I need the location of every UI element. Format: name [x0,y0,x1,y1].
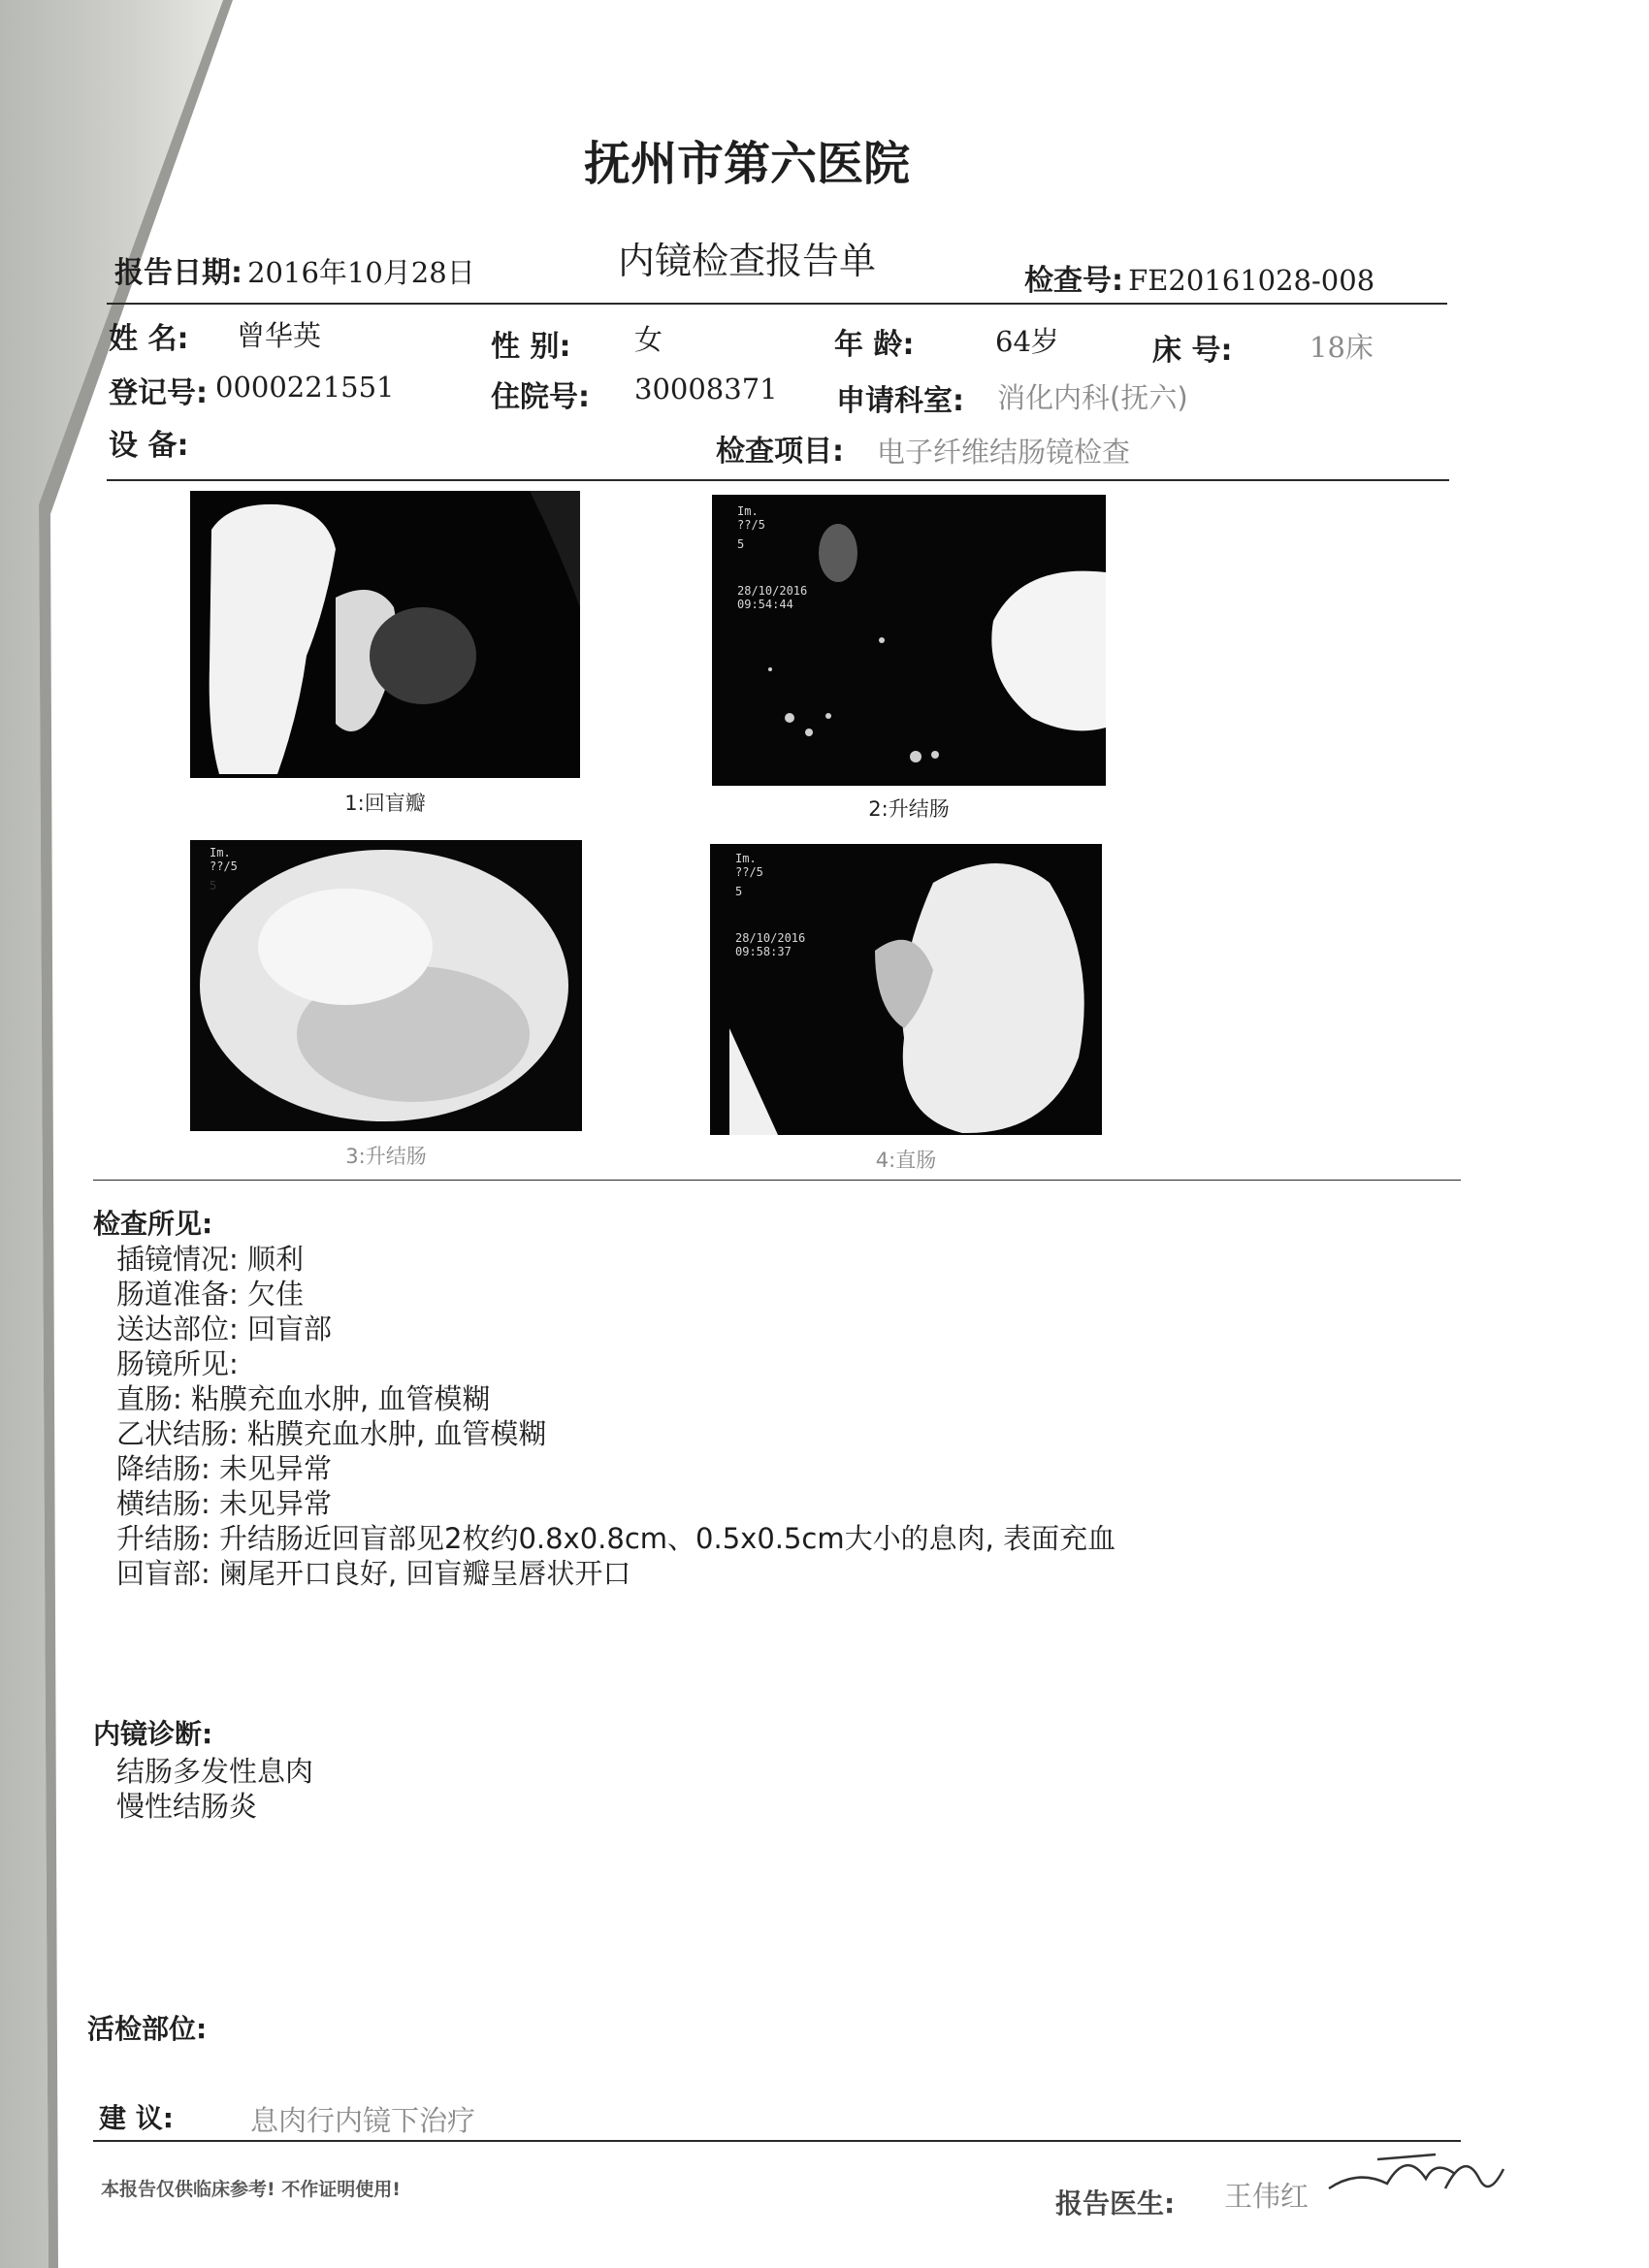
diagnosis-heading: 内镜诊断: [93,1718,213,1750]
age-label: 年 龄: [834,328,915,362]
signature-mark [1319,2130,1513,2218]
exam-item-value: 电子纤维结肠镜检查 [877,436,1131,469]
finding-line: 肠道准备: 欠佳 [116,1278,304,1311]
finding-line: 送达部位: 回盲部 [116,1312,332,1345]
finding-line: 插镜情况: 顺利 [116,1243,304,1276]
advice-value: 息肉行内镜下治疗 [250,2104,476,2137]
footer-divider [93,2140,1461,2142]
info-divider [107,479,1449,481]
exam-number-value: FE20161028-008 [1128,264,1375,297]
image-2-caption: 2:升结肠 [868,797,950,821]
finding-line: 直肠: 粘膜充血水肿, 血管模糊 [116,1382,491,1415]
registration-value: 0000221551 [215,371,395,404]
finding-line: 降结肠: 未见异常 [116,1452,332,1485]
name-label: 姓 名: [109,322,189,356]
department-value: 消化内科(抚六) [997,381,1188,414]
advice-label: 建 议: [99,2102,174,2134]
exam-number-label: 检查号: [1024,264,1123,298]
bed-label: 床 号: [1152,334,1233,368]
endoscopy-image-1 [190,491,580,778]
findings-heading: 检查所见: [93,1208,213,1240]
diagnosis-line: 结肠多发性息肉 [116,1755,314,1788]
hospital-name: 抚州市第六医院 [583,137,910,191]
finding-line: 乙状结肠: 粘膜充血水肿, 血管模糊 [116,1417,547,1450]
exam-item-label: 检查项目: [716,435,844,469]
department-label: 申请科室: [836,384,964,418]
image-4-caption: 4:直肠 [875,1149,937,1172]
footer-note: 本报告仅供临床参考! 不作证明使用! [101,2179,401,2200]
device-label: 设 备: [109,429,189,463]
registration-label: 登记号: [109,376,208,410]
finding-line: 升结肠: 升结肠近回盲部见2枚约0.8x0.8cm、0.5x0.5cm大小的息肉, 表面充血 [116,1522,1116,1555]
doctor-label: 报告医生: [1055,2187,1176,2219]
endoscopy-image-3 [190,840,582,1131]
header-divider [107,303,1447,305]
report-date [114,248,475,291]
name-value: 曾华英 [237,319,322,352]
report-date-label: 报告日期: [114,256,242,290]
image-3-osd: Im. ??/5 5 [210,846,238,892]
inpatient-value: 30008371 [634,373,778,405]
finding-line: 横结肠: 未见异常 [116,1487,332,1520]
inpatient-label: 住院号: [491,380,590,414]
sex-label: 性 别: [491,330,571,364]
exam-number [1024,256,1374,299]
diagnosis-list [116,1754,313,1824]
image-1-caption: 1:回盲瓣 [344,792,426,815]
image-2-osd: Im. ??/5 5 28/10/2016 09:54:44 [737,504,808,611]
biopsy-label: 活检部位: [87,2013,208,2045]
image-3-caption: 3:升结肠 [345,1145,427,1168]
doctor-name: 王伟红 [1224,2180,1310,2213]
findings-list [116,1242,1116,1591]
age-value: 64岁 [995,325,1059,358]
sex-value: 女 [634,323,663,356]
images-divider [93,1180,1461,1181]
bed-value: 18床 [1310,331,1374,364]
diagnosis-line: 慢性结肠炎 [116,1790,258,1823]
report-date-value: 2016年10月28日 [247,256,475,289]
image-4-osd: Im. ??/5 5 28/10/2016 09:58:37 [735,852,806,958]
report-title: 内镜检查报告单 [617,240,876,282]
finding-line: 肠镜所见: [116,1347,239,1380]
finding-line: 回盲部: 阑尾开口良好, 回盲瓣呈唇状开口 [116,1557,631,1590]
